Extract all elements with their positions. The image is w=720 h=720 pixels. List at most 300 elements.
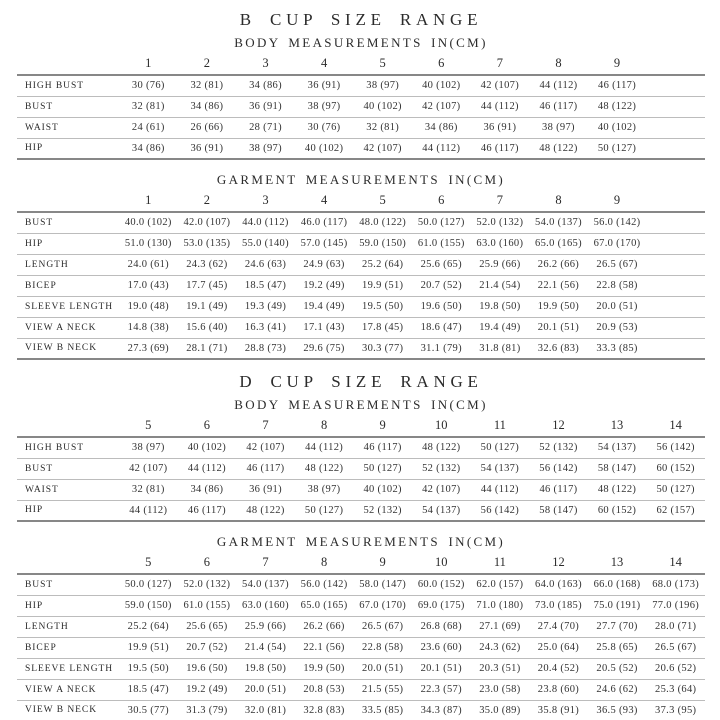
measurement-cell: 24 (61): [131, 122, 165, 133]
measurement-cell: 17.8 (45): [362, 322, 404, 333]
row-label: BUST: [25, 463, 54, 474]
size-column-header: 7: [496, 56, 503, 70]
measurement-cell: 38 (97): [307, 101, 341, 112]
measurement-cell: 66.0 (168): [593, 579, 641, 591]
measurement-cell: 19.9 (51): [127, 642, 169, 653]
measurement-cell: 34 (86): [131, 142, 165, 154]
size-header-row: [17, 552, 705, 574]
spacer-cell: [646, 212, 705, 233]
measurement-cell: 44 (112): [187, 463, 226, 474]
measurement-cell: 44 (112): [539, 80, 578, 92]
measurement-cell: 30.5 (77): [127, 704, 169, 716]
measurement-cell: 48.0 (122): [359, 217, 407, 229]
measurement-cell: 26.2 (66): [303, 621, 345, 632]
measurement-cell: 61.0 (155): [417, 238, 465, 249]
row-label: VIEW B NECK: [25, 705, 98, 716]
measurement-cell: 35.8 (91): [537, 704, 580, 716]
measurement-cell: 19.8 (50): [479, 301, 521, 312]
corner-cell: [17, 190, 119, 212]
measurement-cell: 59.0 (150): [124, 600, 172, 611]
row-label: VIEW B NECK: [25, 343, 98, 354]
measurement-row: [17, 233, 705, 254]
measurement-cell: 42.0 (107): [183, 217, 231, 229]
measurement-cell: 26.8 (68): [420, 621, 462, 632]
measurement-cell: 58 (147): [539, 504, 578, 516]
measurement-cell: 26.5 (67): [596, 259, 638, 270]
measurement-cell: 54 (137): [422, 504, 461, 516]
measurement-cell: 17.1 (43): [303, 322, 345, 333]
measurement-cell: 20.0 (51): [596, 301, 638, 312]
measurement-cell: 24.3 (62): [186, 259, 228, 270]
measurement-row: [17, 212, 705, 233]
d-cup-garment-table: [17, 552, 705, 720]
measurement-row: [17, 254, 705, 275]
measurement-cell: 40 (102): [304, 142, 344, 154]
measurement-cell: 62 (157): [656, 504, 695, 516]
size-column-header: 13: [610, 418, 624, 432]
row-label: SLEEVE LENGTH: [25, 663, 114, 674]
measurement-row: [17, 637, 705, 658]
measurement-cell: 77.0 (196): [652, 600, 700, 611]
row-label: HIP: [25, 238, 44, 249]
measurement-row: [17, 479, 705, 500]
measurement-cell: 20.7 (52): [186, 642, 228, 653]
measurement-cell: 19.1 (49): [186, 301, 228, 312]
measurement-cell: 22.1 (56): [537, 280, 580, 291]
measurement-cell: 20.6 (52): [655, 663, 697, 674]
d-cup-title: D CUP SIZE RANGE: [239, 372, 483, 391]
corner-cell: [17, 53, 119, 75]
size-column-header: 12: [552, 418, 565, 432]
measurement-cell: 69.0 (175): [417, 600, 465, 611]
measurement-cell: 32.0 (81): [244, 704, 287, 716]
measurement-row: [17, 275, 705, 296]
size-column-header: 14: [669, 418, 682, 432]
measurement-cell: 64.0 (163): [535, 579, 582, 591]
b-cup-garment-table: [17, 190, 705, 360]
measurement-cell: 34 (86): [424, 122, 458, 133]
measurement-cell: 48 (122): [422, 442, 461, 454]
measurement-cell: 37.3 (95): [655, 704, 697, 716]
row-label: LENGTH: [25, 259, 69, 270]
size-column-header: 10: [435, 555, 448, 569]
size-column-header: 9: [613, 56, 621, 70]
measurement-cell: 56 (142): [539, 463, 578, 474]
measurement-cell: 60 (152): [656, 463, 695, 474]
measurement-cell: 22.1 (56): [303, 642, 345, 653]
row-label: BICEP: [25, 642, 57, 653]
measurement-row: [17, 679, 705, 700]
measurement-cell: 36 (91): [249, 101, 282, 112]
measurement-row: [17, 616, 705, 637]
measurement-cell: 38 (97): [307, 484, 341, 495]
size-column-header: 1: [145, 56, 152, 70]
size-column-header: 12: [552, 555, 565, 569]
measurement-cell: 62.0 (157): [476, 579, 524, 591]
size-column-header: 11: [493, 418, 506, 432]
measurement-cell: 19.5 (50): [362, 301, 404, 312]
measurement-cell: 19.5 (50): [127, 663, 169, 674]
d-cup-garment-subtitle: GARMENT MEASUREMENTS IN(CM): [216, 534, 506, 549]
size-header-row: [17, 190, 705, 212]
measurement-cell: 19.4 (49): [479, 322, 521, 333]
measurement-cell: 48 (122): [539, 142, 578, 154]
measurement-cell: 20.5 (52): [596, 663, 638, 674]
row-label: WAIST: [25, 122, 59, 133]
measurement-cell: 50 (127): [363, 463, 402, 474]
measurement-cell: 34 (86): [190, 484, 224, 495]
measurement-cell: 24.9 (63): [303, 259, 345, 270]
measurement-cell: 46 (117): [539, 484, 578, 495]
measurement-cell: 36 (91): [249, 484, 282, 495]
size-column-header: 7: [496, 193, 503, 207]
measurement-cell: 20.7 (52): [420, 280, 462, 291]
measurement-cell: 48 (122): [597, 101, 637, 112]
size-column-header: 2: [203, 193, 211, 207]
measurement-row: [17, 595, 705, 616]
measurement-cell: 20.1 (51): [537, 322, 580, 333]
measurement-cell: 33.3 (85): [596, 342, 638, 354]
measurement-cell: 54.0 (137): [242, 579, 289, 591]
measurement-cell: 31.8 (81): [479, 342, 521, 354]
measurement-cell: 20.0 (51): [362, 663, 404, 674]
measurement-cell: 56 (142): [656, 442, 695, 454]
measurement-cell: 20.8 (53): [303, 684, 345, 695]
measurement-cell: 20.4 (52): [537, 663, 580, 674]
measurement-cell: 22.3 (57): [420, 684, 462, 695]
measurement-cell: 18.5 (47): [127, 684, 169, 695]
b-cup-garment-section: [17, 172, 705, 360]
measurement-cell: 42 (107): [422, 101, 461, 112]
size-column-header: 6: [438, 56, 445, 70]
measurement-cell: 26 (66): [190, 122, 224, 133]
measurement-cell: 40 (102): [422, 80, 461, 92]
measurement-cell: 30 (76): [307, 122, 341, 133]
measurement-cell: 32 (81): [131, 484, 165, 495]
measurement-cell: 27.1 (69): [479, 621, 521, 632]
measurement-cell: 19.4 (49): [303, 301, 345, 312]
row-label: BUST: [25, 217, 54, 228]
row-label: WAIST: [25, 484, 59, 495]
measurement-row: [17, 658, 705, 679]
measurement-cell: 46 (117): [598, 80, 637, 92]
measurement-cell: 44 (112): [129, 504, 168, 516]
size-column-header: 3: [262, 56, 269, 70]
measurement-cell: 17.0 (43): [127, 280, 169, 291]
spacer-cell: [646, 138, 705, 159]
measurement-row: [17, 574, 705, 595]
spacer-cell: [646, 117, 705, 138]
measurement-cell: 60.0 (152): [417, 579, 465, 591]
d-cup-body-subtitle: BODY MEASUREMENTS IN(CM): [234, 397, 488, 412]
measurement-cell: 46.0 (117): [300, 217, 348, 229]
measurement-cell: 57.0 (145): [300, 238, 348, 249]
measurement-cell: 24.3 (62): [479, 642, 521, 653]
measurement-cell: 20.3 (51): [479, 663, 521, 674]
spacer-cell: [646, 275, 705, 296]
row-label: BICEP: [25, 280, 57, 291]
measurement-cell: 25.9 (66): [244, 621, 287, 632]
size-column-header: 11: [493, 555, 506, 569]
d-cup-body-table: [17, 415, 705, 522]
measurement-cell: 25.0 (64): [537, 642, 580, 653]
measurement-cell: 68.0 (173): [652, 579, 700, 591]
size-header-row: [17, 53, 705, 75]
row-label: BUST: [25, 101, 54, 112]
size-column-header: 5: [145, 555, 152, 569]
measurement-cell: 56.0 (142): [593, 217, 641, 229]
measurement-cell: 63.0 (160): [242, 600, 289, 611]
measurement-cell: 20.1 (51): [420, 663, 462, 674]
row-label: VIEW A NECK: [25, 684, 97, 695]
measurement-cell: 15.6 (40): [186, 322, 228, 333]
size-column-header: 5: [379, 193, 386, 207]
measurement-cell: 28.0 (71): [655, 621, 697, 632]
measurement-cell: 38 (97): [542, 122, 575, 133]
row-label: SLEEVE LENGTH: [25, 301, 114, 312]
measurement-cell: 59.0 (150): [359, 238, 407, 249]
size-column-header: 7: [262, 555, 269, 569]
measurement-cell: 19.3 (49): [244, 301, 287, 312]
size-column-header: 10: [435, 418, 448, 432]
measurement-cell: 61.0 (155): [183, 600, 231, 611]
measurement-cell: 23.6 (60): [420, 642, 462, 653]
measurement-cell: 24.6 (62): [596, 684, 638, 695]
measurement-cell: 65.0 (165): [535, 238, 582, 249]
measurement-cell: 16.3 (41): [244, 322, 287, 333]
b-cup-title: B CUP SIZE RANGE: [239, 10, 483, 29]
row-label: HIP: [25, 600, 44, 611]
measurement-row: [17, 317, 705, 338]
measurement-cell: 75.0 (191): [593, 600, 641, 611]
size-column-header: 8: [320, 418, 328, 432]
measurement-cell: 22.8 (58): [362, 642, 404, 653]
spacer-cell: [646, 233, 705, 254]
measurement-cell: 17.7 (45): [186, 280, 228, 291]
measurement-cell: 34 (86): [190, 101, 224, 112]
measurement-cell: 53.0 (135): [183, 238, 231, 249]
measurement-cell: 60 (152): [597, 504, 637, 516]
size-column-header: 9: [379, 555, 386, 569]
d-cup-garment-section: [17, 534, 705, 720]
measurement-cell: 32 (81): [131, 101, 165, 112]
measurement-cell: 54 (137): [480, 463, 520, 474]
size-column-header: 13: [610, 555, 624, 569]
spacer-cell: [646, 254, 705, 275]
measurement-cell: 38 (97): [131, 442, 165, 454]
measurement-row: [17, 437, 705, 458]
measurement-cell: 26.2 (66): [537, 259, 580, 270]
measurement-cell: 46 (117): [187, 504, 226, 516]
measurement-cell: 27.7 (70): [596, 621, 638, 632]
measurement-cell: 25.6 (65): [420, 259, 462, 270]
b-cup-body-section: [17, 10, 705, 160]
measurement-cell: 32 (81): [366, 122, 400, 133]
measurement-row: [17, 458, 705, 479]
measurement-cell: 50.0 (127): [124, 579, 172, 591]
measurement-cell: 19.9 (50): [303, 663, 345, 674]
measurement-cell: 67.0 (170): [593, 238, 641, 249]
spacer-cell: [646, 190, 705, 212]
measurement-cell: 44 (112): [480, 101, 519, 112]
measurement-cell: 44 (112): [305, 442, 344, 454]
row-label: HIGH BUST: [25, 442, 84, 453]
measurement-cell: 48 (122): [246, 504, 285, 516]
measurement-row: [17, 75, 705, 96]
measurement-cell: 18.5 (47): [244, 280, 287, 291]
measurement-cell: 46 (117): [480, 142, 519, 154]
measurement-cell: 25.3 (64): [655, 684, 697, 695]
size-column-header: 3: [262, 193, 269, 207]
size-column-header: 8: [555, 193, 562, 207]
measurement-cell: 55.0 (140): [242, 238, 289, 249]
row-label: VIEW A NECK: [25, 322, 97, 333]
measurement-cell: 50 (127): [597, 142, 637, 154]
size-column-header: 9: [379, 418, 386, 432]
size-column-header: 14: [669, 555, 682, 569]
b-cup-garment-subtitle: GARMENT MEASUREMENTS IN(CM): [216, 172, 506, 187]
size-column-header: 4: [320, 193, 328, 207]
measurement-cell: 48 (122): [304, 463, 344, 474]
measurement-cell: 67.0 (170): [359, 600, 407, 611]
measurement-cell: 25.6 (65): [186, 621, 228, 632]
measurement-cell: 52 (132): [422, 463, 461, 474]
measurement-cell: 36 (91): [190, 142, 224, 154]
spacer-cell: [646, 338, 705, 359]
measurement-cell: 40 (102): [597, 122, 637, 133]
b-cup-body-subtitle: BODY MEASUREMENTS IN(CM): [234, 35, 488, 50]
measurement-cell: 31.3 (79): [186, 704, 228, 716]
measurement-cell: 34.3 (87): [420, 704, 462, 716]
measurement-cell: 22.8 (58): [596, 280, 638, 291]
spacer-cell: [646, 296, 705, 317]
measurement-cell: 25.2 (64): [127, 621, 169, 632]
row-label: LENGTH: [25, 621, 69, 632]
measurement-cell: 24.0 (61): [127, 259, 169, 270]
row-label: HIP: [25, 143, 44, 154]
measurement-cell: 19.9 (50): [537, 301, 580, 312]
measurement-row: [17, 96, 705, 117]
corner-cell: [17, 552, 119, 574]
measurement-cell: 27.4 (70): [537, 621, 580, 632]
row-label: BUST: [25, 579, 54, 590]
measurement-cell: 30 (76): [131, 80, 165, 92]
measurement-cell: 42 (107): [246, 442, 285, 454]
measurement-cell: 26.5 (67): [362, 621, 404, 632]
size-column-header: 6: [203, 555, 211, 569]
measurement-cell: 46 (117): [363, 442, 402, 454]
measurement-cell: 21.5 (55): [362, 684, 404, 695]
measurement-cell: 30.3 (77): [362, 342, 404, 354]
measurement-cell: 18.6 (47): [420, 322, 462, 333]
spacer-cell: [646, 317, 705, 338]
measurement-cell: 19.2 (49): [303, 280, 345, 291]
size-header-row: [17, 415, 705, 437]
measurement-cell: 42 (107): [422, 484, 461, 495]
measurement-cell: 52 (132): [539, 442, 578, 454]
measurement-cell: 40 (102): [363, 101, 402, 112]
measurement-cell: 40 (102): [363, 484, 402, 495]
measurement-cell: 28 (71): [249, 122, 282, 133]
measurement-cell: 20.9 (53): [596, 322, 638, 333]
measurement-cell: 23.8 (60): [537, 684, 580, 695]
measurement-cell: 44 (112): [422, 142, 461, 154]
d-cup-body-section: [17, 372, 705, 522]
measurement-cell: 36.5 (93): [596, 704, 638, 716]
measurement-cell: 24.6 (63): [244, 259, 287, 270]
measurement-cell: 23.0 (58): [479, 684, 521, 695]
measurement-cell: 52.0 (132): [183, 579, 231, 591]
spacer-cell: [646, 96, 705, 117]
measurement-row: [17, 138, 705, 159]
measurement-cell: 36 (91): [307, 80, 341, 92]
measurement-cell: 56 (142): [480, 504, 520, 516]
measurement-cell: 50.0 (127): [417, 217, 465, 229]
size-column-header: 8: [320, 555, 328, 569]
measurement-cell: 52 (132): [363, 504, 402, 516]
measurement-cell: 29.6 (75): [303, 342, 345, 354]
row-label: HIGH BUST: [25, 80, 84, 91]
measurement-cell: 19.0 (48): [127, 301, 169, 312]
size-column-header: 2: [203, 56, 211, 70]
measurement-cell: 27.3 (69): [127, 342, 169, 354]
size-column-header: 5: [379, 56, 386, 70]
spacer-cell: [646, 75, 705, 96]
measurement-cell: 42 (107): [129, 463, 168, 474]
measurement-cell: 25.9 (66): [479, 259, 521, 270]
measurement-cell: 42 (107): [363, 142, 402, 154]
size-column-header: 7: [262, 418, 269, 432]
measurement-cell: 73.0 (185): [535, 600, 582, 611]
measurement-cell: 19.6 (50): [420, 301, 462, 312]
measurement-cell: 56.0 (142): [300, 579, 348, 591]
measurement-cell: 52.0 (132): [476, 217, 524, 229]
measurement-cell: 44.0 (112): [242, 217, 289, 229]
measurement-cell: 25.8 (65): [596, 642, 638, 653]
measurement-cell: 21.4 (54): [479, 280, 521, 291]
measurement-cell: 46 (117): [246, 463, 285, 474]
measurement-cell: 26.5 (67): [655, 642, 697, 653]
measurement-cell: 14.8 (38): [127, 322, 169, 333]
measurement-cell: 20.0 (51): [244, 684, 287, 695]
measurement-row: [17, 117, 705, 138]
measurement-cell: 32.6 (83): [537, 342, 580, 354]
measurement-cell: 65.0 (165): [300, 600, 348, 611]
measurement-cell: 51.0 (130): [124, 238, 172, 249]
measurement-cell: 48 (122): [597, 484, 637, 495]
size-column-header: 1: [145, 193, 152, 207]
measurement-cell: 25.2 (64): [362, 259, 404, 270]
measurement-cell: 42 (107): [480, 80, 520, 92]
measurement-cell: 50 (127): [656, 484, 695, 495]
size-column-header: 5: [145, 418, 152, 432]
measurement-cell: 50 (127): [304, 504, 344, 516]
size-column-header: 6: [438, 193, 445, 207]
measurement-cell: 54.0 (137): [535, 217, 582, 229]
measurement-row: [17, 296, 705, 317]
measurement-cell: 58.0 (147): [359, 579, 407, 591]
measurement-cell: 58 (147): [597, 463, 637, 474]
measurement-cell: 38 (97): [366, 80, 400, 92]
measurement-cell: 44 (112): [480, 484, 519, 495]
measurement-cell: 33.5 (85): [362, 704, 404, 716]
measurement-cell: 46 (117): [539, 101, 578, 112]
measurement-row: [17, 700, 705, 720]
measurement-cell: 19.6 (50): [186, 663, 228, 674]
measurement-cell: 28.1 (71): [186, 342, 228, 354]
row-label: HIP: [25, 505, 44, 516]
measurement-cell: 40 (102): [187, 442, 227, 454]
